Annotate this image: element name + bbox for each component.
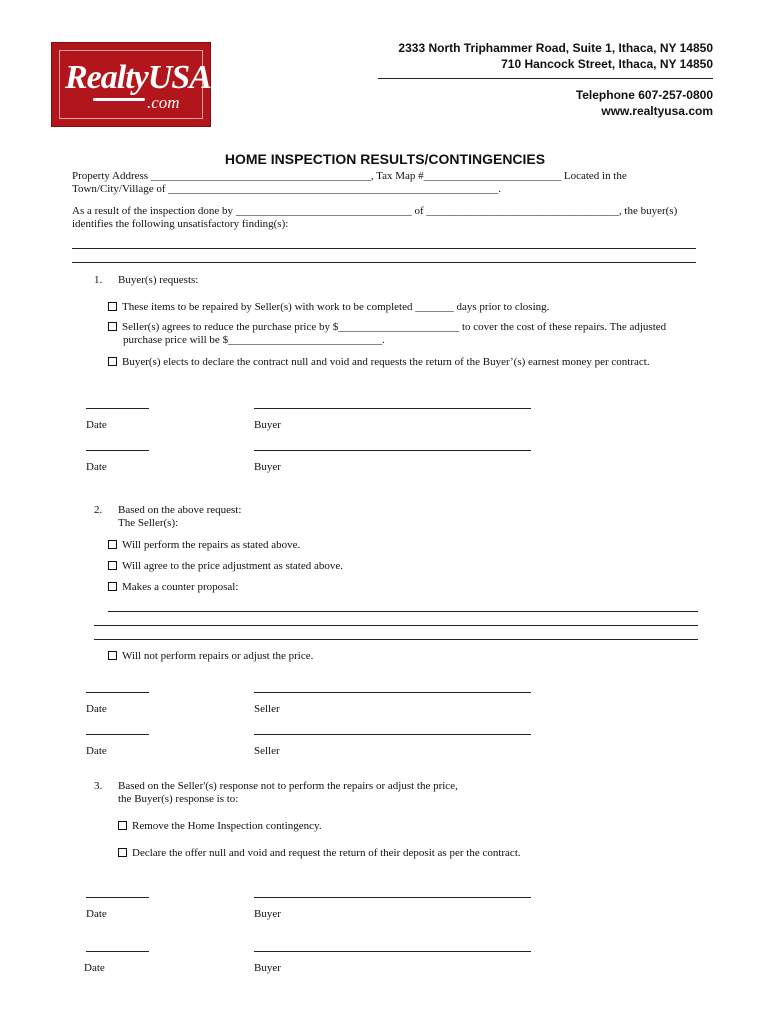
counter-proposal-line[interactable] xyxy=(94,625,698,626)
findings-blank-line[interactable] xyxy=(72,262,696,263)
buyer-label: Buyer xyxy=(254,962,281,974)
buyer-signature-line[interactable] xyxy=(254,897,531,898)
seller-signature-line[interactable] xyxy=(254,734,531,735)
section-heading: Based on the above request: xyxy=(118,504,242,516)
seller-signature-line[interactable] xyxy=(254,692,531,693)
counter-proposal-line[interactable] xyxy=(108,611,698,612)
buyer-label: Buyer xyxy=(254,419,281,431)
date-signature-line[interactable] xyxy=(86,692,149,693)
date-signature-line[interactable] xyxy=(86,951,149,952)
option-repair xyxy=(108,301,549,314)
section-number: 1. xyxy=(94,274,103,286)
findings-blank-line[interactable] xyxy=(72,248,696,249)
checkbox[interactable] xyxy=(108,357,117,366)
header-divider xyxy=(378,78,713,79)
option-declare-void xyxy=(118,847,521,860)
logo-brand: RealtyUSA xyxy=(65,59,211,96)
website: www.realtyusa.com xyxy=(601,104,713,118)
town-line: Town/City/Village of ____________________________________________________________. xyxy=(72,183,502,195)
inspection-line: As a result of the inspection done by ________________________________ of ___________________________________, the buyer(s) xyxy=(72,205,678,217)
logo-swoosh xyxy=(93,98,145,101)
buyer-label: Buyer xyxy=(254,908,281,920)
date-label: Date xyxy=(84,962,105,974)
checkbox[interactable] xyxy=(108,582,117,591)
buyer-signature-line[interactable] xyxy=(254,408,531,409)
option-label: Declare the offer null and void and request the return of their deposit as per the contract. xyxy=(132,847,521,859)
realtyusa-logo xyxy=(52,43,210,126)
date-label: Date xyxy=(86,419,107,431)
option-label: Seller(s) agrees to reduce the purchase price by $______________________ to cover the cost of these repairs. The adjusted xyxy=(122,321,667,333)
section-heading: Based on the Seller'(s) response not to perform the repairs or adjust the price, xyxy=(118,780,458,792)
buyer-signature-line[interactable] xyxy=(254,450,531,451)
buyer-label: Buyer xyxy=(254,461,281,473)
date-signature-line[interactable] xyxy=(86,897,149,898)
option-counter-proposal xyxy=(108,581,238,594)
date-label: Date xyxy=(86,461,107,473)
property-address-line: Property Address ________________________________________, Tax Map #_________________________ Located in the xyxy=(72,170,627,182)
option-label: Buyer(s) elects to declare the contract null and void and requests the return of the Buyer’(s) earnest money per contract. xyxy=(122,356,650,368)
date-label: Date xyxy=(86,908,107,920)
seller-label: Seller xyxy=(254,745,280,757)
seller-label: Seller xyxy=(254,703,280,715)
checkbox[interactable] xyxy=(108,540,117,549)
section-number: 3. xyxy=(94,780,103,792)
option-label: Will not perform repairs or adjust the price. xyxy=(122,650,314,662)
date-signature-line[interactable] xyxy=(86,734,149,735)
checkbox[interactable] xyxy=(118,821,127,830)
option-perform-repairs xyxy=(108,539,300,552)
address-line-1: 2333 North Triphammer Road, Suite 1, Ithaca, NY 14850 xyxy=(398,41,713,55)
option-label: These items to be repaired by Seller(s) with work to be completed _______ days prior to closing. xyxy=(122,301,550,313)
date-label: Date xyxy=(86,745,107,757)
option-void-contract xyxy=(108,356,650,369)
option-label: Will perform the repairs as stated above. xyxy=(122,539,301,551)
checkbox[interactable] xyxy=(108,561,117,570)
option-price-reduction-cont: purchase price will be $____________________________. xyxy=(123,334,385,346)
address-line-2: 710 Hancock Street, Ithaca, NY 14850 xyxy=(501,57,713,71)
logo-domain: .com xyxy=(147,93,180,112)
counter-proposal-line[interactable] xyxy=(94,639,698,640)
section-subheading: The Seller(s): xyxy=(118,517,179,529)
section-number: 2. xyxy=(94,504,103,516)
option-price-reduction xyxy=(108,321,666,334)
telephone: Telephone 607-257-0800 xyxy=(575,88,713,102)
option-price-adjustment xyxy=(108,560,343,573)
option-label: Will agree to the price adjustment as stated above. xyxy=(122,560,344,572)
buyer-signature-line[interactable] xyxy=(254,951,531,952)
checkbox[interactable] xyxy=(108,302,117,311)
findings-line: identifies the following unsatisfactory finding(s): xyxy=(72,218,289,230)
checkbox[interactable] xyxy=(108,322,117,331)
section-heading: Buyer(s) requests: xyxy=(118,274,199,286)
option-label: Makes a counter proposal: xyxy=(122,581,239,593)
date-label: Date xyxy=(86,703,107,715)
checkbox[interactable] xyxy=(108,651,117,660)
option-label: Remove the Home Inspection contingency. xyxy=(132,820,322,832)
page-title: HOME INSPECTION RESULTS/CONTINGENCIES xyxy=(224,151,546,167)
checkbox[interactable] xyxy=(118,848,127,857)
date-signature-line[interactable] xyxy=(86,408,149,409)
date-signature-line[interactable] xyxy=(86,450,149,451)
section-subheading: the Buyer(s) response is to: xyxy=(118,793,239,805)
option-no-repairs xyxy=(108,650,313,663)
option-remove-contingency xyxy=(118,820,322,833)
